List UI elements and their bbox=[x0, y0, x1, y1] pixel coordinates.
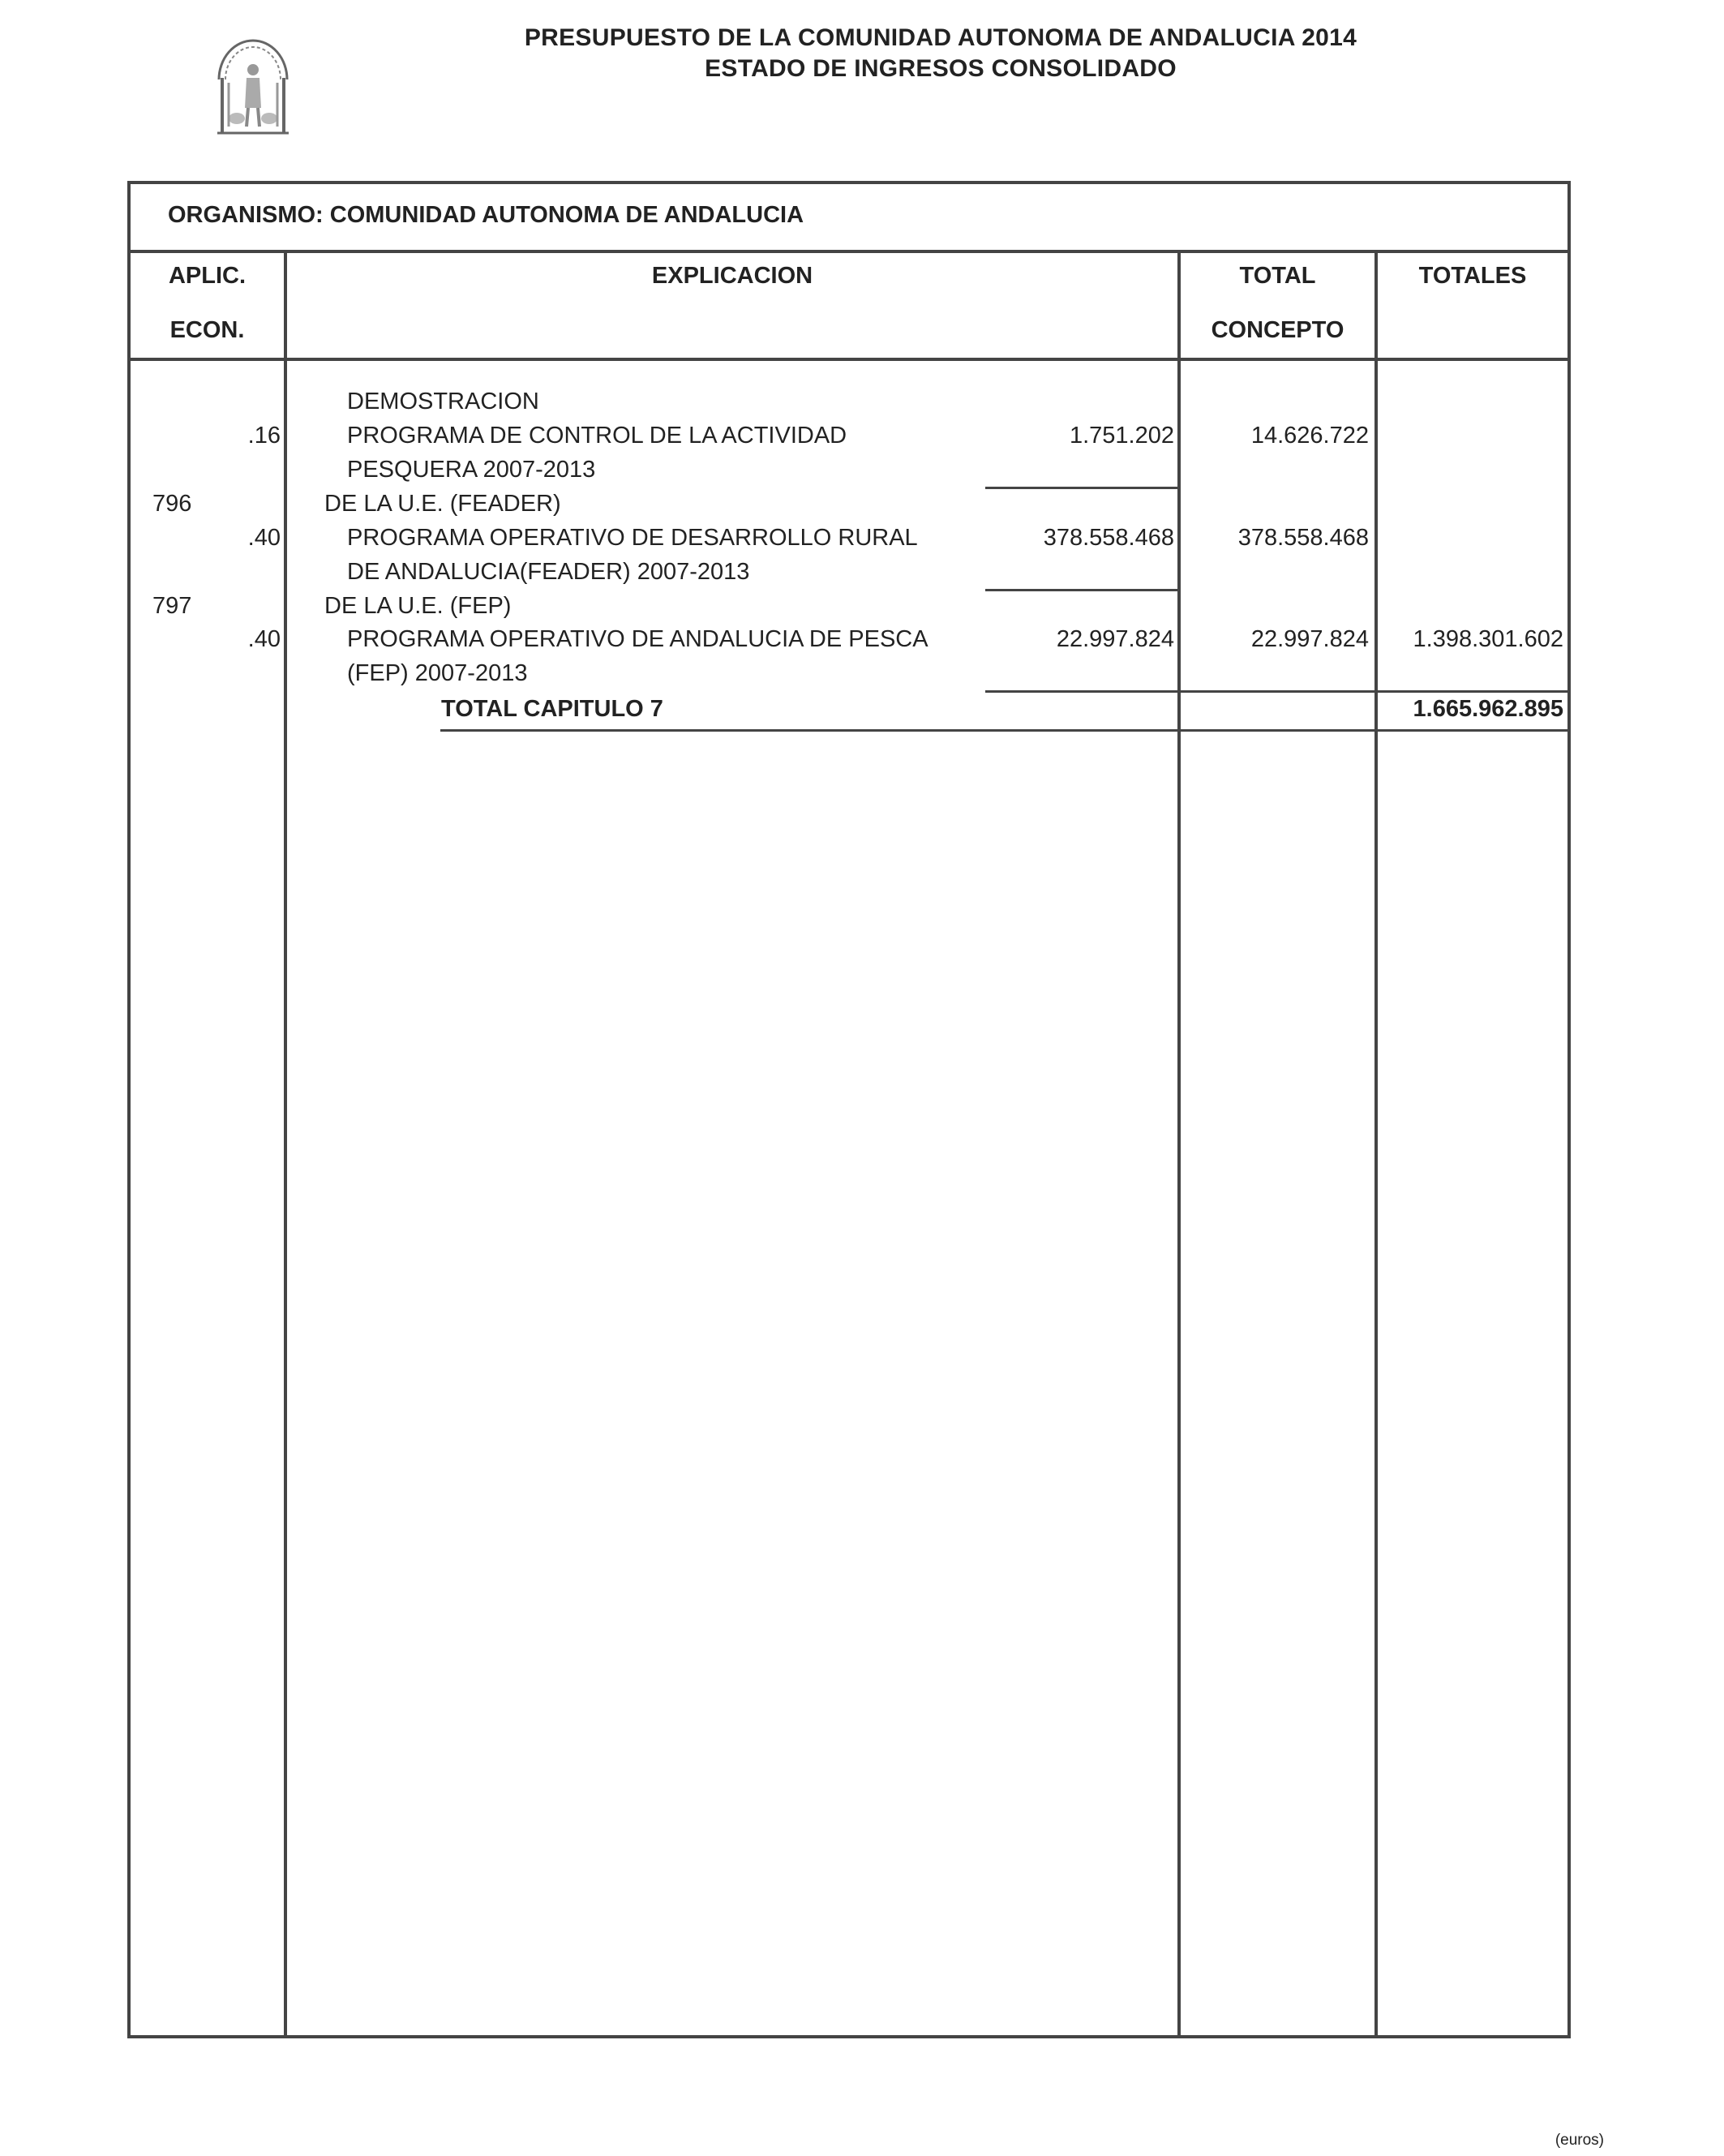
title-line-1: PRESUPUESTO DE LA COMUNIDAD AUTONOMA DE ANDALUCIA 2014 bbox=[524, 24, 1357, 51]
col-divider-explicacion bbox=[1177, 250, 1181, 2038]
row-text: (FEP) 2007-2013 bbox=[347, 660, 528, 686]
col-divider-aplic bbox=[284, 250, 287, 2038]
junta-andalucia-coat-of-arms-icon bbox=[212, 31, 294, 136]
row-concepto: 378.558.468 bbox=[1237, 525, 1369, 551]
col-header-total: TOTAL bbox=[1239, 263, 1316, 289]
organismo-divider bbox=[127, 250, 1571, 253]
total-capitulo-label: TOTAL CAPITULO 7 bbox=[441, 696, 663, 722]
row-code: 797 bbox=[152, 593, 192, 619]
row-amount: 1.751.202 bbox=[1069, 423, 1174, 449]
row-code: .40 bbox=[247, 525, 281, 551]
row-amount: 22.997.824 bbox=[1056, 626, 1174, 652]
title-line-2: ESTADO DE INGRESOS CONSOLIDADO bbox=[705, 55, 1177, 82]
row-text: DEMOSTRACION bbox=[347, 389, 539, 414]
row-code: .16 bbox=[247, 423, 281, 449]
row-code: .40 bbox=[247, 626, 281, 652]
subtotal-rule bbox=[985, 487, 1177, 489]
row-amount: 378.558.468 bbox=[1043, 525, 1174, 551]
organismo-label: ORGANISMO: COMUNIDAD AUTONOMA DE ANDALUCIA bbox=[168, 202, 804, 228]
row-code: 796 bbox=[152, 491, 192, 517]
row-text: DE ANDALUCIA(FEADER) 2007-2013 bbox=[347, 559, 750, 585]
total-capitulo-value: 1.665.962.895 bbox=[1413, 696, 1563, 722]
row-concepto: 14.626.722 bbox=[1250, 423, 1369, 449]
col-divider-total-concepto bbox=[1374, 250, 1378, 2038]
currency-note: (euros) bbox=[1555, 2132, 1604, 2149]
row-text: PROGRAMA DE CONTROL DE LA ACTIVIDAD bbox=[347, 423, 847, 449]
col-header-aplic: APLIC. bbox=[168, 263, 247, 289]
row-text: PROGRAMA OPERATIVO DE ANDALUCIA DE PESCA bbox=[347, 626, 928, 652]
col-header-explicacion: EXPLICACION bbox=[651, 263, 813, 289]
subtotal-rule bbox=[985, 589, 1177, 591]
row-text: PROGRAMA OPERATIVO DE DESARROLLO RURAL bbox=[347, 525, 918, 551]
col-header-concepto: CONCEPTO bbox=[1211, 317, 1344, 343]
subtotal-rule bbox=[985, 690, 1571, 693]
col-header-econ: ECON. bbox=[169, 317, 245, 343]
header-divider bbox=[127, 358, 1571, 361]
row-text: DE LA U.E. (FEADER) bbox=[324, 491, 561, 517]
row-totales: 1.398.301.602 bbox=[1413, 626, 1563, 652]
row-concepto: 22.997.824 bbox=[1250, 626, 1369, 652]
col-header-totales: TOTALES bbox=[1418, 263, 1527, 289]
total-underline bbox=[440, 729, 1571, 732]
row-text: DE LA U.E. (FEP) bbox=[324, 593, 512, 619]
row-text: PESQUERA 2007-2013 bbox=[347, 457, 596, 483]
budget-table-frame bbox=[127, 181, 1571, 2038]
